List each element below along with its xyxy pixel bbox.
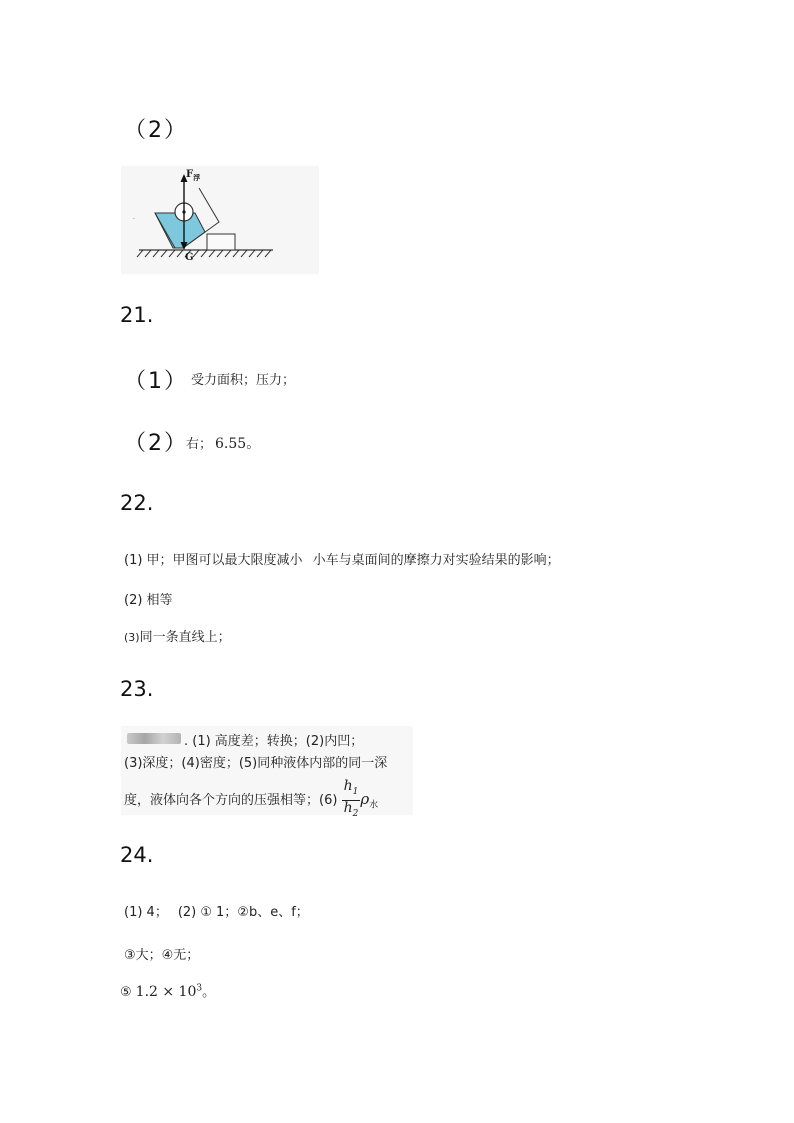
q22-part3-answer: (3)同一条直线上； xyxy=(124,630,231,645)
q23-line3: 度，液体向各个方向的压强相等；(6) $\frac{h_1}{h_2}$ $\rho_水$ xyxy=(124,779,378,822)
q23-line2: (3)深度；(4)密度；(5)同种液体内部的同一深 xyxy=(124,756,388,771)
q21-number: 21. xyxy=(120,303,154,327)
q24-line1: (1) 4； (2) ① 1；②b、e、f； xyxy=(124,905,309,920)
q22-part1-answer: (1) 甲；甲图可以最大限度减小 小车与桌面间的摩擦力对实验结果的影响； xyxy=(124,553,560,568)
q21-part1-answer: 受力面积；压力； xyxy=(191,373,296,388)
blurred-region xyxy=(127,733,181,744)
buoyancy-diagram xyxy=(121,166,319,274)
q22-number: 22. xyxy=(120,491,154,515)
q20-part2-label: （2） xyxy=(124,118,188,143)
q24-line3: ⑤ $1.2 \times 10^3$。 xyxy=(120,983,216,1000)
svg-text:·: · xyxy=(133,216,135,223)
buoyancy-figure xyxy=(121,166,319,274)
gravity-label: G xyxy=(185,252,194,263)
q22-part2-answer: (2) 相等 xyxy=(124,593,173,608)
q23-fraction: $\frac{h_1}{h_2}$ xyxy=(343,778,359,819)
q24-line2: ③大；④无； xyxy=(124,948,200,963)
q24-number: 24. xyxy=(120,843,154,867)
q23-line1: . (1) 高度差；转换；(2)内凹； xyxy=(184,734,364,749)
q21-part1-label: （1） xyxy=(124,369,188,394)
q21-part2-answer: 右； 6.55。 xyxy=(186,436,261,452)
q21-part2-label: （2） xyxy=(124,431,188,456)
q23-number: 23. xyxy=(120,677,154,701)
buoyant-force-label: $F_浮$ xyxy=(186,169,201,182)
